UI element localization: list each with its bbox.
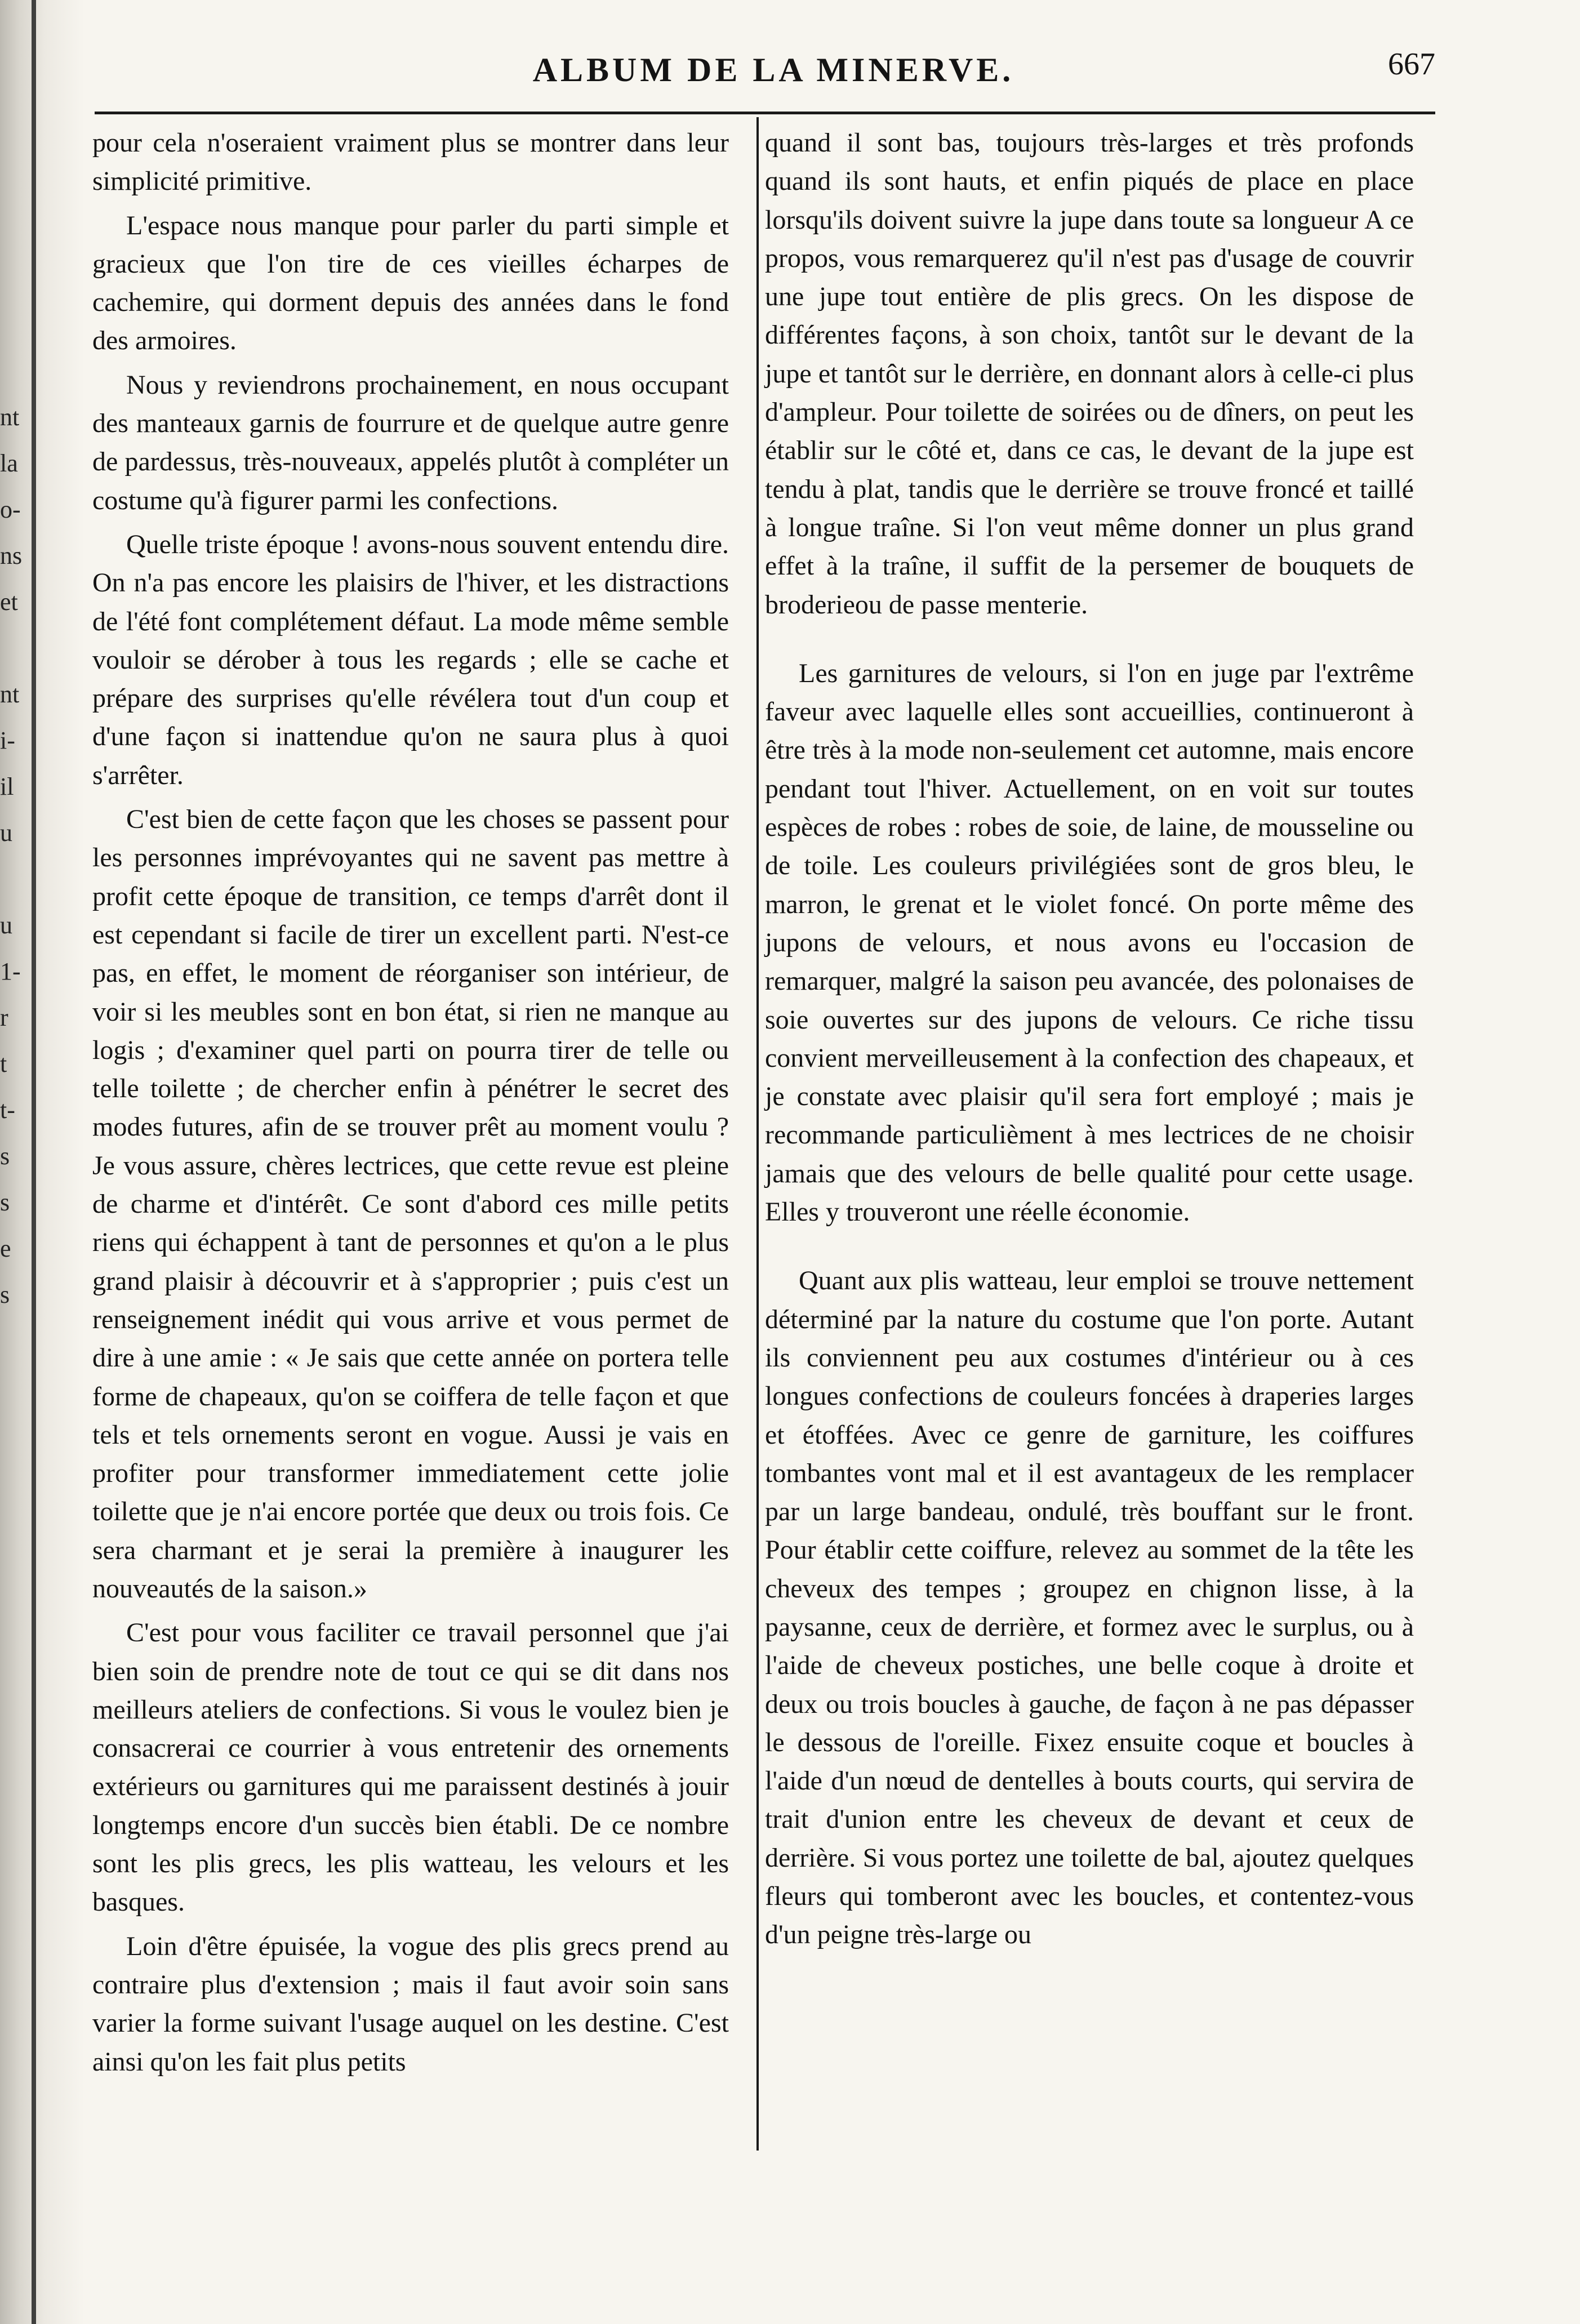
binding-edge	[32, 0, 36, 2324]
left-column	[92, 124, 729, 2087]
paragraph: Les garnitures de velours, si l'on en juge par l'extrême faveur avec laquelle elles sont accueillies, continueront à être très à la mode non-seulement cet automne, mais encore pendant tout l'hiver. Actuellement, on en voit sur toutes espèces de robes : robes de soie, de laine, de mousseline ou de toile. Les couleurs privilégiées sont de gros bleu, le marron, le grenat et le violet foncé. On porte même des jupons de velours, et nous avons eu l'occasion de remarquer, malgré la saison peu avancée, des polonaises de soie ouvertes sur des jupons de velours. Ce riche tissu convient merveilleusement à la confection des chapeaux, et je constate avec plaisir qu'il sera fort employé ; mais je recommande particulièment à mes lectrices de ne choisir jamais que des velours de belle qualité pour cette usage. Elles y trouveront une réelle économie.	[765, 658, 1414, 1227]
margin-fragment: 1-	[0, 958, 21, 985]
margin-fragment: e	[0, 1235, 11, 1262]
paragraph: C'est pour vous faciliter ce travail personnel que j'ai bien soin de prendre note de tout ce qui se dit dans nos meilleurs ateliers de confections. Si vous le voulez bien je consacrerai ce courrier à vous entretenir des ornements extérieurs ou garnitures qui me paraissent destinés à jouir longtemps encore d'un succès bien établi. De ce nombre sont les plis grecs, les plis watteau, les velours et les basques.	[92, 1618, 729, 1917]
margin-fragment: nt	[0, 680, 20, 708]
paragraph: Quelle triste époque ! avons-nous souvent entendu dire. On n'a pas encore les plaisirs de l'hiver, et les distractions de l'été font complétement défaut. La mode même semble vouloir se dérober à tous les regards ; elle se cache et prépare des surprises qu'elle révélera tout d'un coup et d'une façon si inattendue qu'on ne saura plus à quoi s'arrêter.	[92, 529, 729, 790]
margin-fragment: nt	[0, 403, 20, 431]
paragraph: Quant aux plis watteau, leur emploi se trouve nettement déterminé par la nature du costume que l'on porte. Autant ils conviennent peu aux costumes d'intérieur ou à ces longues confections de couleurs foncées à draperies larges et étoffées. Avec ce genre de garniture, les coiffures tombantes vont mal et il est avantageux de les remplacer par un large bandeau, ondulé, très bouffant sur le front. Pour établir cette coiffure, relevez au sommet de la tête les cheveux des tempes ; groupez en chignon lisse, à la paysanne, ceux de derrière, et formez avec le surplus, ou à l'aide de cheveux postiches, une belle coque à droite et deux ou trois boucles à gauche, de façon à ne pas dépasser le dessous de l'oreille. Fixez ensuite coque et boucles à l'aide d'un nœud de dentelles à bouts courts, qui servira de trait d'union entre les cheveux de devant et ceux de derrière. Si vous portez une toilette de bal, ajoutez quelques fleurs qui tomberont avec les boucles, et contentez-vous d'un peigne très-large ou	[765, 1266, 1414, 1950]
margin-fragment: r	[0, 1004, 8, 1031]
margin-fragment: t	[0, 1050, 7, 1078]
margin-fragment: u	[0, 911, 12, 939]
margin-fragment: t-	[0, 1096, 15, 1124]
adjacent-page-fragments	[0, 394, 23, 1318]
margin-fragment: ns	[0, 542, 23, 569]
margin-fragment	[0, 625, 23, 671]
paragraph: Nous y reviendrons prochainement, en nous occupant des manteaux garnis de fourrure et de quelque autre genre de pardessus, très-nouveaux, appelés plutôt à compléter un costume qu'à figurer parmi les confections.	[92, 369, 729, 515]
running-title: ALBUM DE LA MINERVE.	[532, 51, 1014, 88]
header-rule	[95, 112, 1435, 114]
right-column	[765, 124, 1414, 1960]
paragraph: pour cela n'oseraient vraiment plus se montrer dans leur simplicité primitive.	[92, 128, 729, 197]
page-header	[112, 46, 1435, 103]
margin-fragment: et	[0, 588, 18, 616]
paragraph: L'espace nous manque pour parler du parti simple et gracieux que l'on tire de ces vieilles écharpes de cachemire, qui dorment depuis des années dans le fond des armoires.	[92, 210, 729, 356]
margin-fragment: s	[0, 1142, 10, 1170]
page-number: 667	[1388, 47, 1435, 82]
paragraph: C'est bien de cette façon que les choses se passent pour les personnes imprévoyantes qui ne savent pas mettre à profit cette époque de transition, ce temps d'arrêt dont il est cependant si facile de tirer un excellent parti. N'est-ce pas, en effet, le moment de réorganiser son intérieur, de voir si les meubles sont en bon état, si rien ne manque au logis ; d'examiner quel parti on pourra tirer de telle ou telle toilette ; de chercher enfin à pénétrer le secret des modes futures, afin de se trouver prêt au moment voulu ? Je vous assure, chères lectrices, que cette revue est pleine de charme et d'intérêt. Ce sont d'abord ces mille petits riens qui échappent à tant de personnes et qu'on a le plus grand plaisir à découvrir et à s'approprier ; puis c'est un renseignement inédit qui vous arrive et vous permet de dire à une amie : « Je sais que cette année on portera telle forme de chapeaux, qu'on se coiffera de telle façon et que tels et tels ornements seront en vogue. Aussi je vais en profiter pour transformer immediatement cette jolie toilette que je n'ai encore portée que deux ou trois fois. Ce sera charmant et je serai la première à inaugurer les nouveautés de la saison.»	[92, 804, 729, 1604]
paragraph: Loin d'être épuisée, la vogue des plis grecs prend au contraire plus d'extension ; mais il faut avoir soin sans varier la forme suivant l'usage auquel on les destine. C'est ainsi qu'on les fait plus petits	[92, 1931, 729, 2077]
margin-fragment: u	[0, 819, 12, 847]
margin-fragment: la	[0, 449, 18, 477]
column-divider	[756, 117, 759, 2151]
margin-fragment	[0, 856, 23, 902]
margin-fragment: i-	[0, 727, 15, 754]
paragraph: quand il sont bas, toujours très-larges et très profonds quand ils sont hauts, et enfin piqués de place en place lorsqu'ils doivent suivre la jupe dans toute sa longueur A ce propos, vous remarquerez qu'il n'est pas d'usage de couvrir une jupe tout entière de plis grecs. On les dispose de différentes façons, à son choix, tantôt sur le devant de la jupe et tantôt sur le derrière, en donnant alors à celle-ci plus d'ampleur. Pour toilette de soirées ou de dîners, on peut les établir sur le côté et, dans ce cas, le devant de la jupe est tendu à plat, tandis que le derrière se trouve froncé et taillé à longue traîne. Si l'on veut même donner un plus grand effet à la traîne, il suffit de la persemer de bouquets de broderieou de passe menterie.	[765, 128, 1414, 620]
margin-fragment: s	[0, 1281, 10, 1308]
margin-fragment: s	[0, 1188, 10, 1216]
margin-fragment: il	[0, 773, 14, 800]
margin-fragment: o-	[0, 496, 21, 523]
